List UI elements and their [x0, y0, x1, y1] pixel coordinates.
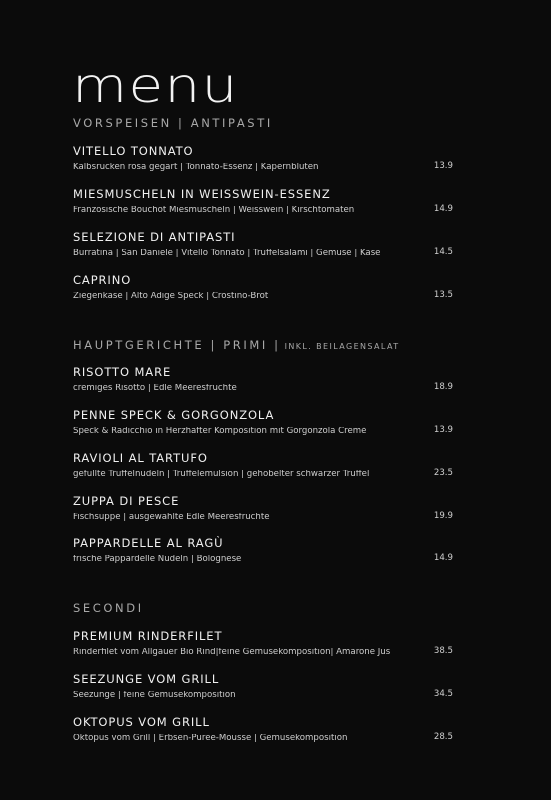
item-name: RAVIOLI AL TARTUFO — [73, 451, 208, 465]
menu-item-ravioli-al-tartufo — [73, 453, 453, 478]
item-description: Oktopus vom Grill | Erbsen-Püree-Mousse | Gemüsekomposition — [73, 733, 348, 743]
menu-item-vitello-tonnato — [73, 146, 453, 171]
item-description: Ziegenkäse | Alto Adige Speck | Crostino-Brot — [73, 291, 269, 301]
item-name: ZUPPA DI PESCE — [73, 494, 180, 508]
item-price: 18.9 — [433, 382, 453, 392]
section-heading-hauptgerichte — [73, 340, 400, 352]
item-description: cremiges Risotto | Edle Meeresfrüchte — [73, 383, 237, 393]
item-description: Burratina | San Daniele | Vitello Tonnato | Trüffelsalami | Gemüse | Käse — [73, 248, 381, 258]
section-subheading: INKL. BEILAGENSALAT — [284, 342, 400, 351]
item-name: RISOTTO MARE — [73, 365, 172, 379]
item-price: 38.5 — [433, 646, 453, 656]
item-name: VITELLO TONNATO — [73, 144, 194, 158]
item-name: SELEZIONE DI ANTIPASTI — [73, 230, 236, 244]
menu-title: menu — [72, 58, 239, 114]
item-name: SEEZUNGE VOM GRILL — [73, 672, 220, 686]
item-price: 23.5 — [433, 468, 453, 478]
item-price: 13.5 — [433, 290, 453, 300]
item-description: Fischsuppe | ausgewählte Edle Meeresfrüchte — [73, 512, 270, 522]
item-name: PAPPARDELLE AL RAGÙ — [73, 536, 224, 550]
item-description: Rinderfilet vom Allgauer Bio Rind|feine Gemüsekomposition| Amarone Jus — [73, 647, 391, 657]
section-heading-vorspeisen — [73, 118, 273, 130]
item-price: 19.9 — [433, 511, 453, 521]
item-description: Speck & Radicchio in Herzhafter Komposition mit Gorgonzola Cremè — [73, 426, 367, 436]
menu-item-caprino — [73, 275, 453, 300]
item-price: 14.9 — [433, 553, 453, 563]
menu-item-selezione-di-antipasti — [73, 232, 453, 257]
item-price: 28.5 — [433, 732, 453, 742]
item-name: PREMIUM RINDERFILET — [73, 629, 223, 643]
item-name: OKTOPUS VOM GRILL — [73, 715, 210, 729]
menu-item-pappardelle-al-ragu — [73, 538, 453, 563]
item-price: 13.9 — [433, 425, 453, 435]
menu-item-seezunge-vom-grill — [73, 674, 453, 699]
item-description: Französische Bouchot Miesmuscheln | Weisswein | Kirschtomaten — [73, 205, 355, 215]
item-name: PENNE SPECK & GORGONZOLA — [73, 408, 275, 422]
item-description: gefüllte Trüffelnudeln | Trüffelemulsion | gehobelter schwarzer Trüffel — [73, 469, 370, 479]
menu-item-miesmuscheln — [73, 189, 453, 214]
menu-item-penne-speck — [73, 410, 453, 435]
item-name: CAPRINO — [73, 273, 132, 287]
item-price: 13.9 — [433, 161, 453, 171]
menu-item-premium-rinderfilet — [73, 631, 453, 656]
item-description: Seezunge | feine Gemüsekomposition — [73, 690, 236, 700]
item-description: frische Pappardelle Nudeln | Bolognese — [73, 554, 242, 564]
section-heading-text: HAUPTGERICHTE | PRIMI | — [73, 338, 281, 352]
section-heading-text: VORSPEISEN | ANTIPASTI — [73, 116, 273, 130]
menu-item-zuppa-di-pesce — [73, 496, 453, 521]
item-description: Kalbsrücken rosa gegart | Tonnato-Essenz | Kapernblüten — [73, 162, 319, 172]
item-price: 34.5 — [433, 689, 453, 699]
item-price: 14.5 — [433, 247, 453, 257]
item-price: 14.9 — [433, 204, 453, 214]
menu-item-risotto-mare — [73, 367, 453, 392]
section-heading-secondi — [73, 603, 144, 615]
section-heading-text: SECONDI — [73, 601, 144, 615]
menu-item-oktopus-vom-grill — [73, 717, 453, 742]
item-name: MIESMUSCHELN IN WEISSWEIN-ESSENZ — [73, 187, 331, 201]
